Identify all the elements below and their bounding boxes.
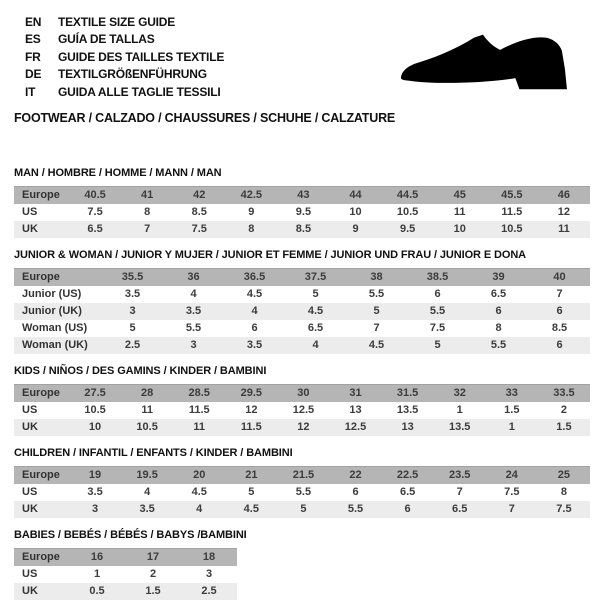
row-label: Europe bbox=[14, 467, 69, 485]
language-title: GUÍA DE TALLAS bbox=[58, 32, 155, 47]
size-cell: 17 bbox=[125, 549, 181, 567]
table-row bbox=[14, 484, 590, 501]
size-cell: 22 bbox=[329, 467, 381, 485]
language-code: FR bbox=[25, 49, 41, 64]
row-label: US bbox=[14, 566, 69, 583]
size-cell: 4 bbox=[224, 303, 285, 320]
size-section bbox=[14, 529, 590, 600]
size-cell: 10 bbox=[69, 419, 121, 436]
section-title: JUNIOR & WOMAN / JUNIOR Y MUJER / JUNIOR ET FEMME / JUNIOR UND FRAU / JUNIOR E DONA bbox=[14, 249, 527, 261]
size-cell: 11.5 bbox=[225, 419, 277, 436]
row-label: Europe bbox=[14, 269, 102, 287]
size-cell: 6.5 bbox=[285, 320, 346, 337]
row-label: Woman (UK) bbox=[14, 337, 102, 354]
size-cell: 7 bbox=[434, 484, 486, 501]
size-cell: 6 bbox=[382, 501, 434, 518]
size-cell: 8 bbox=[225, 221, 277, 238]
table-row bbox=[14, 204, 590, 221]
size-cell: 18 bbox=[181, 549, 237, 567]
size-cell: 6 bbox=[329, 484, 381, 501]
language-row bbox=[25, 31, 224, 49]
size-cell: 5.5 bbox=[329, 501, 381, 518]
size-cell: 45.5 bbox=[486, 187, 538, 205]
size-cell: 1.5 bbox=[538, 419, 590, 436]
size-cell: 5 bbox=[225, 484, 277, 501]
size-cell: 12 bbox=[277, 419, 329, 436]
size-cell: 12 bbox=[538, 204, 590, 221]
size-cell: 12.5 bbox=[277, 402, 329, 419]
size-cell: 4.5 bbox=[346, 337, 407, 354]
size-cell: 4.5 bbox=[285, 303, 346, 320]
size-cell: 6.5 bbox=[382, 484, 434, 501]
language-title: TEXTILE SIZE GUIDE bbox=[58, 14, 176, 29]
size-cell: 33 bbox=[486, 385, 538, 403]
size-cell: 6 bbox=[407, 286, 468, 303]
size-cell: 38 bbox=[346, 269, 407, 287]
size-cell: 30 bbox=[277, 385, 329, 403]
size-table bbox=[14, 384, 590, 436]
size-cell: 33.5 bbox=[538, 385, 590, 403]
size-cell: 45 bbox=[434, 187, 486, 205]
table-row bbox=[14, 419, 590, 436]
row-label: US bbox=[14, 402, 69, 419]
size-table bbox=[14, 548, 237, 600]
size-cell: 21.5 bbox=[277, 467, 329, 485]
size-cell: 9 bbox=[225, 204, 277, 221]
size-cell: 11.5 bbox=[486, 204, 538, 221]
category-heading: FOOTWEAR / CALZADO / CHAUSSURES / SCHUHE / CALZATURE bbox=[14, 111, 396, 125]
language-title: TEXTILGRÖßENFÜHRUNG bbox=[58, 67, 207, 82]
size-cell: 23.5 bbox=[434, 467, 486, 485]
language-code: ES bbox=[25, 32, 41, 47]
size-cell: 3.5 bbox=[102, 286, 163, 303]
size-cell: 8.5 bbox=[277, 221, 329, 238]
size-cell: 1 bbox=[69, 566, 125, 583]
size-cell: 7.5 bbox=[538, 501, 590, 518]
size-cell: 5.5 bbox=[407, 303, 468, 320]
size-table bbox=[14, 268, 590, 354]
size-cell: 6 bbox=[529, 303, 590, 320]
size-cell: 31.5 bbox=[382, 385, 434, 403]
size-section bbox=[14, 167, 590, 238]
size-cell: 4 bbox=[163, 286, 224, 303]
size-cell: 31 bbox=[329, 385, 381, 403]
size-cell: 44.5 bbox=[382, 187, 434, 205]
section-title: BABIES / BEBÉS / BÉBÉS / BABYS /BAMBINI bbox=[14, 529, 247, 541]
size-cell: 4 bbox=[173, 501, 225, 518]
size-cell: 1 bbox=[486, 419, 538, 436]
row-label: UK bbox=[14, 221, 69, 238]
size-cell: 7 bbox=[346, 320, 407, 337]
size-cell: 22.5 bbox=[382, 467, 434, 485]
size-cell: 8 bbox=[468, 320, 529, 337]
size-cell: 13 bbox=[382, 419, 434, 436]
language-row bbox=[25, 48, 224, 66]
size-cell: 3.5 bbox=[69, 484, 121, 501]
size-cell: 36 bbox=[163, 269, 224, 287]
section-title: MAN / HOMBRE / HOMME / MANN / MAN bbox=[14, 167, 222, 179]
language-code: DE bbox=[25, 67, 42, 82]
size-cell: 5 bbox=[102, 320, 163, 337]
size-cell: 42 bbox=[173, 187, 225, 205]
size-cell: 3 bbox=[181, 566, 237, 583]
size-cell: 0.5 bbox=[69, 583, 125, 600]
table-row bbox=[14, 385, 590, 403]
row-label: US bbox=[14, 204, 69, 221]
size-cell: 3 bbox=[163, 337, 224, 354]
size-cell: 28.5 bbox=[173, 385, 225, 403]
size-cell: 9.5 bbox=[277, 204, 329, 221]
size-cell: 11 bbox=[434, 204, 486, 221]
size-cell: 5 bbox=[346, 303, 407, 320]
table-row bbox=[14, 549, 237, 567]
size-cell: 5 bbox=[285, 286, 346, 303]
size-cell: 32 bbox=[434, 385, 486, 403]
size-cell: 8.5 bbox=[173, 204, 225, 221]
size-cell: 3 bbox=[69, 501, 121, 518]
size-cell: 2.5 bbox=[102, 337, 163, 354]
row-label: Europe bbox=[14, 549, 69, 567]
shoe-icon bbox=[399, 30, 571, 96]
table-row bbox=[14, 187, 590, 205]
size-cell: 20 bbox=[173, 467, 225, 485]
row-label: Woman (US) bbox=[14, 320, 102, 337]
table-row bbox=[14, 501, 590, 518]
size-cell: 13.5 bbox=[382, 402, 434, 419]
size-cell: 7 bbox=[121, 221, 173, 238]
size-cell: 38.5 bbox=[407, 269, 468, 287]
size-cell: 10.5 bbox=[69, 402, 121, 419]
size-cell: 7.5 bbox=[173, 221, 225, 238]
size-table bbox=[14, 466, 590, 518]
size-cell: 39 bbox=[468, 269, 529, 287]
language-row bbox=[25, 66, 224, 84]
size-cell: 11 bbox=[538, 221, 590, 238]
size-cell: 5.5 bbox=[468, 337, 529, 354]
size-cell: 19 bbox=[69, 467, 121, 485]
size-cell: 2 bbox=[538, 402, 590, 419]
size-cell: 42.5 bbox=[225, 187, 277, 205]
size-cell: 12.5 bbox=[329, 419, 381, 436]
size-cell: 27.5 bbox=[69, 385, 121, 403]
size-cell: 10 bbox=[329, 204, 381, 221]
language-list bbox=[25, 13, 224, 101]
size-cell: 43 bbox=[277, 187, 329, 205]
size-cell: 8.5 bbox=[529, 320, 590, 337]
size-cell: 41 bbox=[121, 187, 173, 205]
size-cell: 5.5 bbox=[163, 320, 224, 337]
language-code: IT bbox=[25, 84, 36, 99]
size-cell: 6.5 bbox=[468, 286, 529, 303]
size-cell: 2 bbox=[125, 566, 181, 583]
row-label: UK bbox=[14, 583, 69, 600]
size-cell: 10.5 bbox=[486, 221, 538, 238]
size-cell: 40 bbox=[529, 269, 590, 287]
size-cell: 2.5 bbox=[181, 583, 237, 600]
language-title: GUIDE DES TAILLES TEXTILE bbox=[58, 49, 225, 64]
size-cell: 40.5 bbox=[69, 187, 121, 205]
language-row bbox=[25, 83, 224, 101]
size-cell: 5 bbox=[407, 337, 468, 354]
size-cell: 9 bbox=[329, 221, 381, 238]
size-cell: 28 bbox=[121, 385, 173, 403]
table-row bbox=[14, 221, 590, 238]
row-label: Europe bbox=[14, 385, 69, 403]
size-cell: 7.5 bbox=[486, 484, 538, 501]
table-row bbox=[14, 583, 237, 600]
size-cell: 24 bbox=[486, 467, 538, 485]
size-table bbox=[14, 186, 590, 238]
size-section bbox=[14, 365, 590, 436]
size-cell: 16 bbox=[69, 549, 125, 567]
size-cell: 29.5 bbox=[225, 385, 277, 403]
size-cell: 8 bbox=[121, 204, 173, 221]
size-cell: 4 bbox=[285, 337, 346, 354]
size-cell: 4.5 bbox=[173, 484, 225, 501]
size-cell: 3 bbox=[102, 303, 163, 320]
language-row bbox=[25, 13, 224, 31]
size-cell: 7 bbox=[486, 501, 538, 518]
row-label: Europe bbox=[14, 187, 69, 205]
table-row bbox=[14, 303, 590, 320]
size-cell: 8 bbox=[538, 484, 590, 501]
size-cell: 36.5 bbox=[224, 269, 285, 287]
row-label: US bbox=[14, 484, 69, 501]
size-cell: 7.5 bbox=[407, 320, 468, 337]
size-cell: 35.5 bbox=[102, 269, 163, 287]
size-cell: 46 bbox=[538, 187, 590, 205]
size-section bbox=[14, 447, 590, 518]
row-label: Junior (US) bbox=[14, 286, 102, 303]
table-row bbox=[14, 269, 590, 287]
size-cell: 10.5 bbox=[382, 204, 434, 221]
size-cell: 13 bbox=[329, 402, 381, 419]
row-label: UK bbox=[14, 501, 69, 518]
size-cell: 25 bbox=[538, 467, 590, 485]
table-row bbox=[14, 402, 590, 419]
size-cell: 11 bbox=[121, 402, 173, 419]
section-title: KIDS / NIÑOS / DES GAMINS / KINDER / BAMBINI bbox=[14, 365, 267, 377]
size-cell: 21 bbox=[225, 467, 277, 485]
table-row bbox=[14, 286, 590, 303]
size-cell: 1.5 bbox=[486, 402, 538, 419]
language-title: GUIDA ALLE TAGLIE TESSILI bbox=[58, 84, 221, 99]
size-cell: 1 bbox=[434, 402, 486, 419]
size-cell: 3.5 bbox=[224, 337, 285, 354]
size-cell: 6 bbox=[224, 320, 285, 337]
size-cell: 12 bbox=[225, 402, 277, 419]
size-cell: 10 bbox=[434, 221, 486, 238]
row-label: Junior (UK) bbox=[14, 303, 102, 320]
size-cell: 3.5 bbox=[163, 303, 224, 320]
size-cell: 37.5 bbox=[285, 269, 346, 287]
size-cell: 6.5 bbox=[434, 501, 486, 518]
size-cell: 5.5 bbox=[277, 484, 329, 501]
row-label: UK bbox=[14, 419, 69, 436]
size-cell: 6.5 bbox=[69, 221, 121, 238]
size-cell: 9.5 bbox=[382, 221, 434, 238]
size-cell: 44 bbox=[329, 187, 381, 205]
size-cell: 3.5 bbox=[121, 501, 173, 518]
size-cell: 1.5 bbox=[125, 583, 181, 600]
size-cell: 13.5 bbox=[434, 419, 486, 436]
table-row bbox=[14, 320, 590, 337]
language-code: EN bbox=[25, 14, 42, 29]
table-row bbox=[14, 566, 237, 583]
size-cell: 6 bbox=[468, 303, 529, 320]
size-cell: 11.5 bbox=[173, 402, 225, 419]
size-cell: 6 bbox=[529, 337, 590, 354]
size-tables bbox=[14, 167, 590, 600]
size-cell: 7.5 bbox=[69, 204, 121, 221]
section-title: CHILDREN / INFANTIL / ENFANTS / KINDER / BAMBINI bbox=[14, 447, 293, 459]
size-cell: 4 bbox=[121, 484, 173, 501]
size-section bbox=[14, 249, 590, 354]
size-cell: 5.5 bbox=[346, 286, 407, 303]
table-row bbox=[14, 337, 590, 354]
size-cell: 10.5 bbox=[121, 419, 173, 436]
table-row bbox=[14, 467, 590, 485]
size-cell: 4.5 bbox=[225, 501, 277, 518]
size-cell: 19.5 bbox=[121, 467, 173, 485]
size-cell: 11 bbox=[173, 419, 225, 436]
size-cell: 4.5 bbox=[224, 286, 285, 303]
size-cell: 5 bbox=[277, 501, 329, 518]
size-cell: 7 bbox=[529, 286, 590, 303]
